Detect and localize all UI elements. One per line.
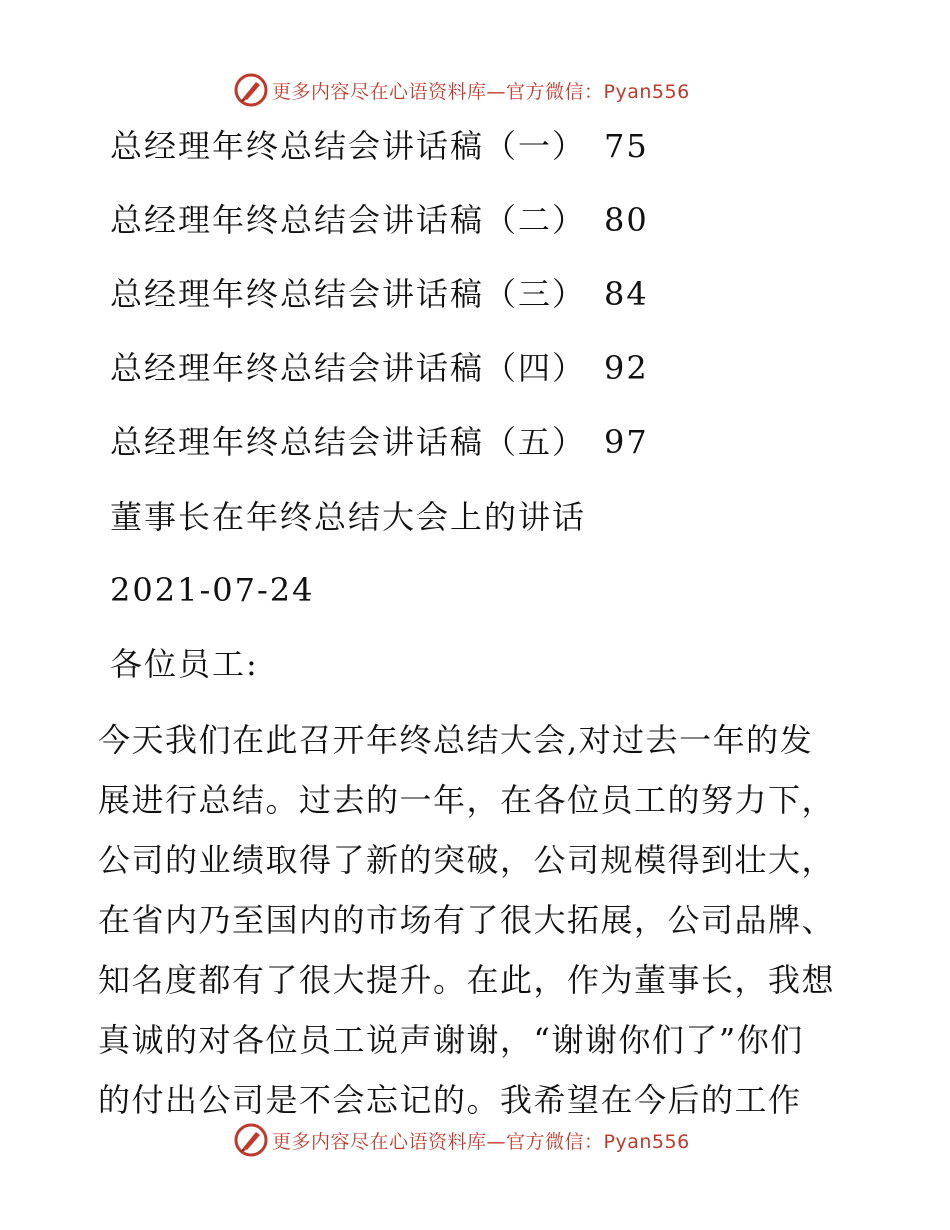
toc-title: 总经理年终总结会讲话稿（一） <box>110 127 587 165</box>
toc-title: 总经理年终总结会讲话稿（三） <box>110 275 587 313</box>
quill-pen-logo-icon <box>234 1123 268 1157</box>
article-date: 2021-07-24 <box>110 571 315 609</box>
watermark-banner-top <box>234 72 690 108</box>
quill-pen-logo-icon <box>234 73 268 107</box>
toc-page: 75 <box>604 127 649 165</box>
toc-entry <box>110 274 649 314</box>
article-body <box>98 710 858 1130</box>
toc-page: 84 <box>604 275 649 313</box>
body-line: 知名度都有了很大提升。在此，作为董事长，我想 <box>98 961 836 999</box>
body-line: 展进行总结。过去的一年，在各位员工的努力下， <box>98 781 836 819</box>
toc-entry <box>110 422 649 462</box>
toc-title: 总经理年终总结会讲话稿（四） <box>110 349 587 387</box>
toc-entry <box>110 126 649 166</box>
article-title: 董事长在年终总结大会上的讲话 <box>110 498 587 536</box>
toc-page: 92 <box>604 349 649 387</box>
watermark-banner-bottom <box>234 1122 690 1158</box>
toc-title: 总经理年终总结会讲话稿（二） <box>110 201 587 239</box>
body-line: 的付出公司是不会忘记的。我希望在今后的工作 <box>98 1081 802 1119</box>
toc-entry <box>110 348 649 388</box>
toc-title: 总经理年终总结会讲话稿（五） <box>110 423 587 461</box>
watermark-text: 更多内容尽在心语资料库—官方微信：Pyan556 <box>272 80 690 103</box>
body-line: 今天我们在此召开年终总结大会,对过去一年的发 <box>98 721 814 759</box>
body-line: 公司的业绩取得了新的突破，公司规模得到壮大， <box>98 841 836 879</box>
watermark-text: 更多内容尽在心语资料库—官方微信：Pyan556 <box>272 1130 690 1153</box>
article-greeting: 各位员工: <box>110 645 259 683</box>
toc-entry <box>110 200 649 240</box>
toc-page: 97 <box>604 423 649 461</box>
body-line: 在省内乃至国内的市场有了很大拓展，公司品牌、 <box>98 901 836 939</box>
body-line: 真诚的对各位员工说声谢谢，“谢谢你们了”你们 <box>98 1021 804 1059</box>
toc-page: 80 <box>604 201 649 239</box>
